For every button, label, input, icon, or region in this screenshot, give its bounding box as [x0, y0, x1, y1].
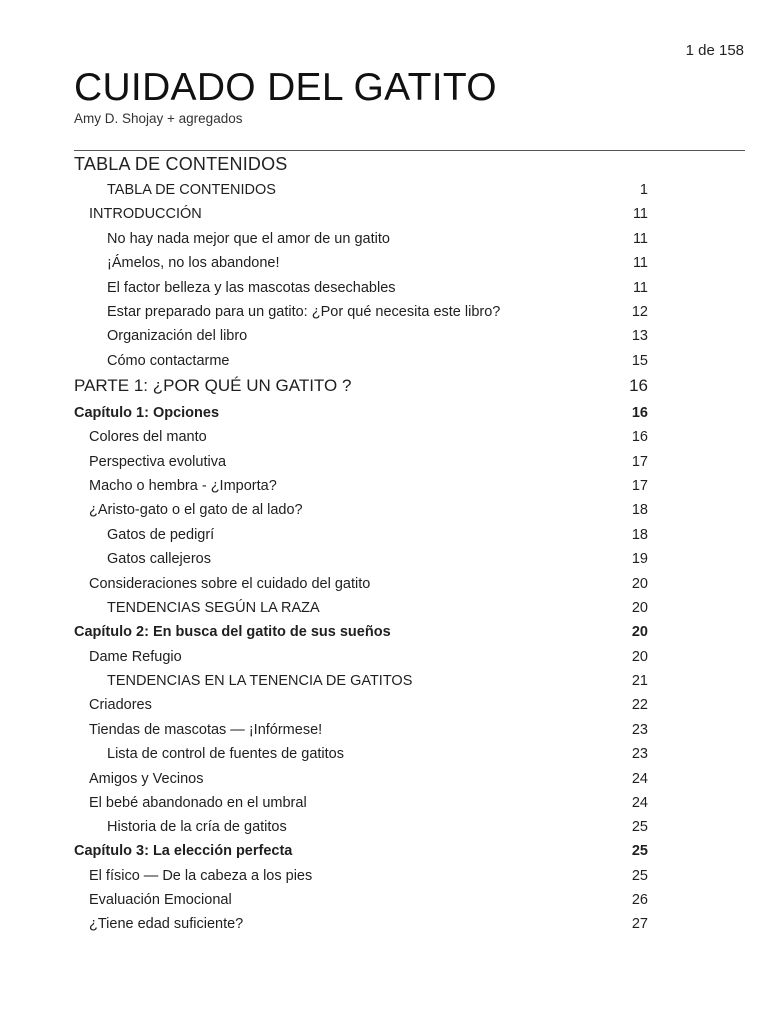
page-counter: 1 de 158 — [685, 42, 744, 59]
toc-entry[interactable] — [0, 450, 768, 474]
toc-entry[interactable] — [0, 547, 768, 571]
toc-entry-page: 21 — [631, 673, 648, 689]
toc-entry-label: El factor belleza y las mascotas desechables — [107, 280, 396, 296]
toc-entry-page: 18 — [631, 502, 648, 518]
toc-entry[interactable] — [0, 251, 768, 275]
toc-entry[interactable] — [0, 888, 768, 912]
toc-entry-label: Cómo contactarme — [107, 353, 230, 369]
toc-heading: TABLA DE CONTENIDOS — [74, 154, 288, 174]
toc-entry-label: Criadores — [89, 697, 152, 713]
toc-entry-label: TABLA DE CONTENIDOS — [107, 182, 276, 198]
toc-entry[interactable] — [0, 767, 768, 791]
toc-entry-label: Amigos y Vecinos — [89, 771, 204, 787]
toc-entry[interactable] — [0, 498, 768, 522]
toc-entry[interactable] — [0, 864, 768, 888]
toc-entry[interactable] — [0, 178, 768, 202]
toc-entry-page: 20 — [631, 624, 648, 640]
toc-entry-page: 27 — [631, 916, 648, 932]
toc-entry-page: 25 — [631, 819, 648, 835]
toc-entry-label: Evaluación Emocional — [89, 892, 232, 908]
toc-entry-page: 15 — [631, 353, 648, 369]
toc-entry-page: 25 — [631, 843, 648, 859]
toc-entry-label: ¿Aristo-gato o el gato de al lado? — [89, 502, 303, 518]
title-divider — [74, 150, 745, 151]
toc-entry[interactable] — [0, 276, 768, 300]
toc-entry-label: Perspectiva evolutiva — [89, 454, 227, 470]
toc-entry-label: Lista de control de fuentes de gatitos — [107, 746, 344, 762]
toc-entry-label: ¿Tiene edad suficiente? — [89, 916, 244, 932]
toc-entry-page: 24 — [631, 771, 648, 787]
toc-entry-label: Gatos de pedigrí — [107, 527, 215, 543]
toc-entry-label: Capítulo 1: Opciones — [74, 405, 220, 421]
toc-chapter-entry[interactable] — [0, 401, 768, 425]
toc-entry-label: Gatos callejeros — [107, 551, 211, 567]
toc-entry-page: 24 — [631, 795, 648, 811]
toc-chapter-entry[interactable] — [0, 620, 768, 644]
toc-entry[interactable] — [0, 349, 768, 373]
toc-entry-page: 1 — [639, 182, 648, 198]
toc-entry-page: 16 — [631, 429, 648, 445]
toc-entry-label: Historia de la cría de gatitos — [107, 819, 287, 835]
toc-entry-label: Consideraciones sobre el cuidado del gatito — [89, 576, 371, 592]
toc-chapter-entry[interactable] — [0, 839, 768, 863]
toc-entry[interactable] — [0, 912, 768, 936]
toc-entry-page: 18 — [631, 527, 648, 543]
toc-entry-page: 11 — [632, 280, 648, 296]
toc-entry-label: Colores del manto — [89, 429, 207, 445]
toc-entry-page: 17 — [631, 478, 648, 494]
toc-entry-page: 19 — [631, 551, 648, 567]
toc-entry[interactable] — [0, 523, 768, 547]
toc-entry[interactable] — [0, 742, 768, 766]
toc-entry[interactable] — [0, 815, 768, 839]
toc-entry-label: ¡Ámelos, no los abandone! — [107, 255, 280, 271]
toc-entry-label: Tiendas de mascotas — ¡Infórmese! — [89, 722, 323, 738]
toc-entry-page: 23 — [631, 746, 648, 762]
toc-entry-label: Dame Refugio — [89, 649, 182, 665]
toc-entry-label: INTRODUCCIÓN — [89, 206, 202, 222]
toc-entry-page: 11 — [632, 255, 648, 271]
toc-entry-label: TENDENCIAS SEGÚN LA RAZA — [107, 600, 320, 616]
toc-entry-page: 13 — [631, 328, 648, 344]
toc-entry-page: 26 — [631, 892, 648, 908]
toc-entry-page: 11 — [632, 206, 648, 222]
toc-entry-label: Capítulo 2: En busca del gatito de sus sueños — [74, 624, 391, 640]
toc-entry[interactable] — [0, 669, 768, 693]
document-title: CUIDADO DEL GATITO — [74, 66, 497, 109]
toc-entry-page: 16 — [629, 376, 648, 395]
toc-entry[interactable] — [0, 227, 768, 251]
toc-entry[interactable] — [0, 425, 768, 449]
document-author: Amy D. Shojay + agregados — [74, 111, 243, 126]
toc-entry[interactable] — [0, 474, 768, 498]
toc-entry-page: 11 — [632, 231, 648, 247]
toc-entry-label: Organización del libro — [107, 328, 248, 344]
toc-entry-label: No hay nada mejor que el amor de un gatito — [107, 231, 390, 247]
toc-entry-page: 12 — [631, 304, 648, 320]
toc-entry[interactable] — [0, 645, 768, 669]
toc-part-entry[interactable] — [0, 374, 768, 398]
toc-entry[interactable] — [0, 596, 768, 620]
toc-entry[interactable] — [0, 718, 768, 742]
toc-entry-page: 17 — [631, 454, 648, 470]
toc-entry[interactable] — [0, 300, 768, 324]
toc-entry-label: Macho o hembra - ¿Importa? — [89, 478, 277, 494]
toc-entry-page: 20 — [631, 576, 648, 592]
toc-entry-page: 20 — [631, 600, 648, 616]
toc-entry-page: 25 — [631, 868, 648, 884]
toc-entry[interactable] — [0, 572, 768, 596]
toc-entry-page: 20 — [631, 649, 648, 665]
toc-entry-label: TENDENCIAS EN LA TENENCIA DE GATITOS — [107, 673, 413, 689]
toc-entry-label: PARTE 1: ¿POR QUÉ UN GATITO ? — [74, 376, 352, 395]
toc-entry[interactable] — [0, 324, 768, 348]
toc-entry[interactable] — [0, 791, 768, 815]
toc-entry[interactable] — [0, 693, 768, 717]
toc-entry-page: 16 — [631, 405, 648, 421]
toc-entry-label: El físico — De la cabeza a los pies — [89, 868, 313, 884]
toc-entry-label: Estar preparado para un gatito: ¿Por qué necesita este libro? — [107, 304, 501, 320]
toc-entry[interactable] — [0, 202, 768, 226]
toc-entry-page: 22 — [631, 697, 648, 713]
toc-entry-label: El bebé abandonado en el umbral — [89, 795, 307, 811]
toc-entry-page: 23 — [631, 722, 648, 738]
toc-entry-label: Capítulo 3: La elección perfecta — [74, 843, 293, 859]
